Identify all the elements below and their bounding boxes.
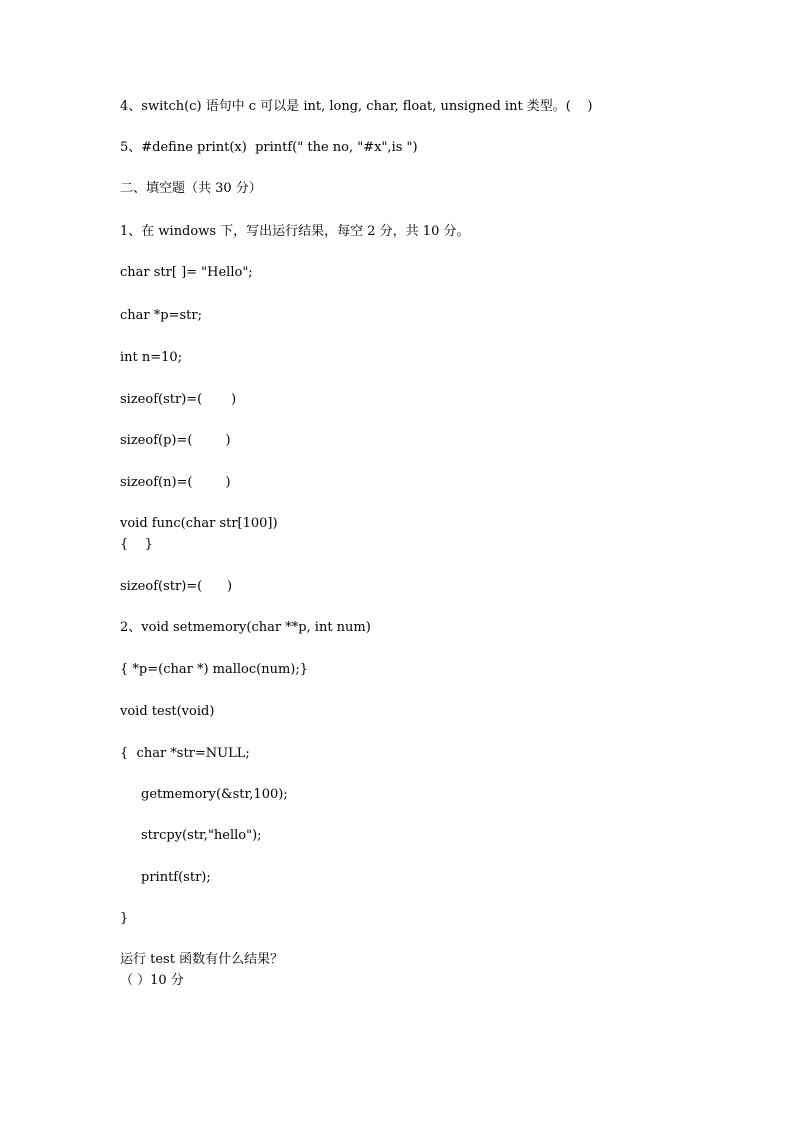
code-line: int n=10;: [120, 350, 183, 365]
code-line: getmemory(&str,100);: [141, 787, 288, 802]
code-line: char str[ ]= "Hello";: [120, 265, 253, 280]
fill-question-2-line: 2、void setmemory(char **p, int num): [120, 620, 371, 635]
code-line: printf(str);: [141, 870, 211, 885]
answer-line: sizeof(p)=( ): [120, 433, 231, 448]
question-4-line: 4、switch(c) 语句中 c 可以是 int, long, char, float, unsigned int 类型。( ): [120, 99, 593, 114]
answer-line: sizeof(str)=( ): [120, 392, 237, 407]
code-line: void test(void): [120, 704, 215, 719]
fill-question-1-line: 1、在 windows 下，写出运行结果，每空 2 分，共 10 分。: [120, 224, 470, 239]
code-line: { }: [120, 537, 154, 552]
code-line: { *p=(char *) malloc(num);}: [120, 662, 309, 677]
answer-line: sizeof(str)=( ): [120, 579, 233, 594]
code-line: strcpy(str,"hello");: [141, 828, 262, 843]
code-line: void func(char str[100]): [120, 516, 278, 531]
question-5-line: 5、#define print(x) printf(" the no, "#x",is "): [120, 140, 418, 155]
code-line: }: [120, 911, 129, 926]
answer-points-line: （ ）10 分: [120, 973, 184, 988]
section-heading: 二、填空题（共 30 分）: [120, 181, 262, 196]
answer-line: sizeof(n)=( ): [120, 475, 231, 490]
question-line: 运行 test 函数有什么结果？: [120, 952, 284, 967]
code-line: char *p=str;: [120, 308, 202, 323]
code-line: { char *str=NULL;: [120, 746, 250, 761]
